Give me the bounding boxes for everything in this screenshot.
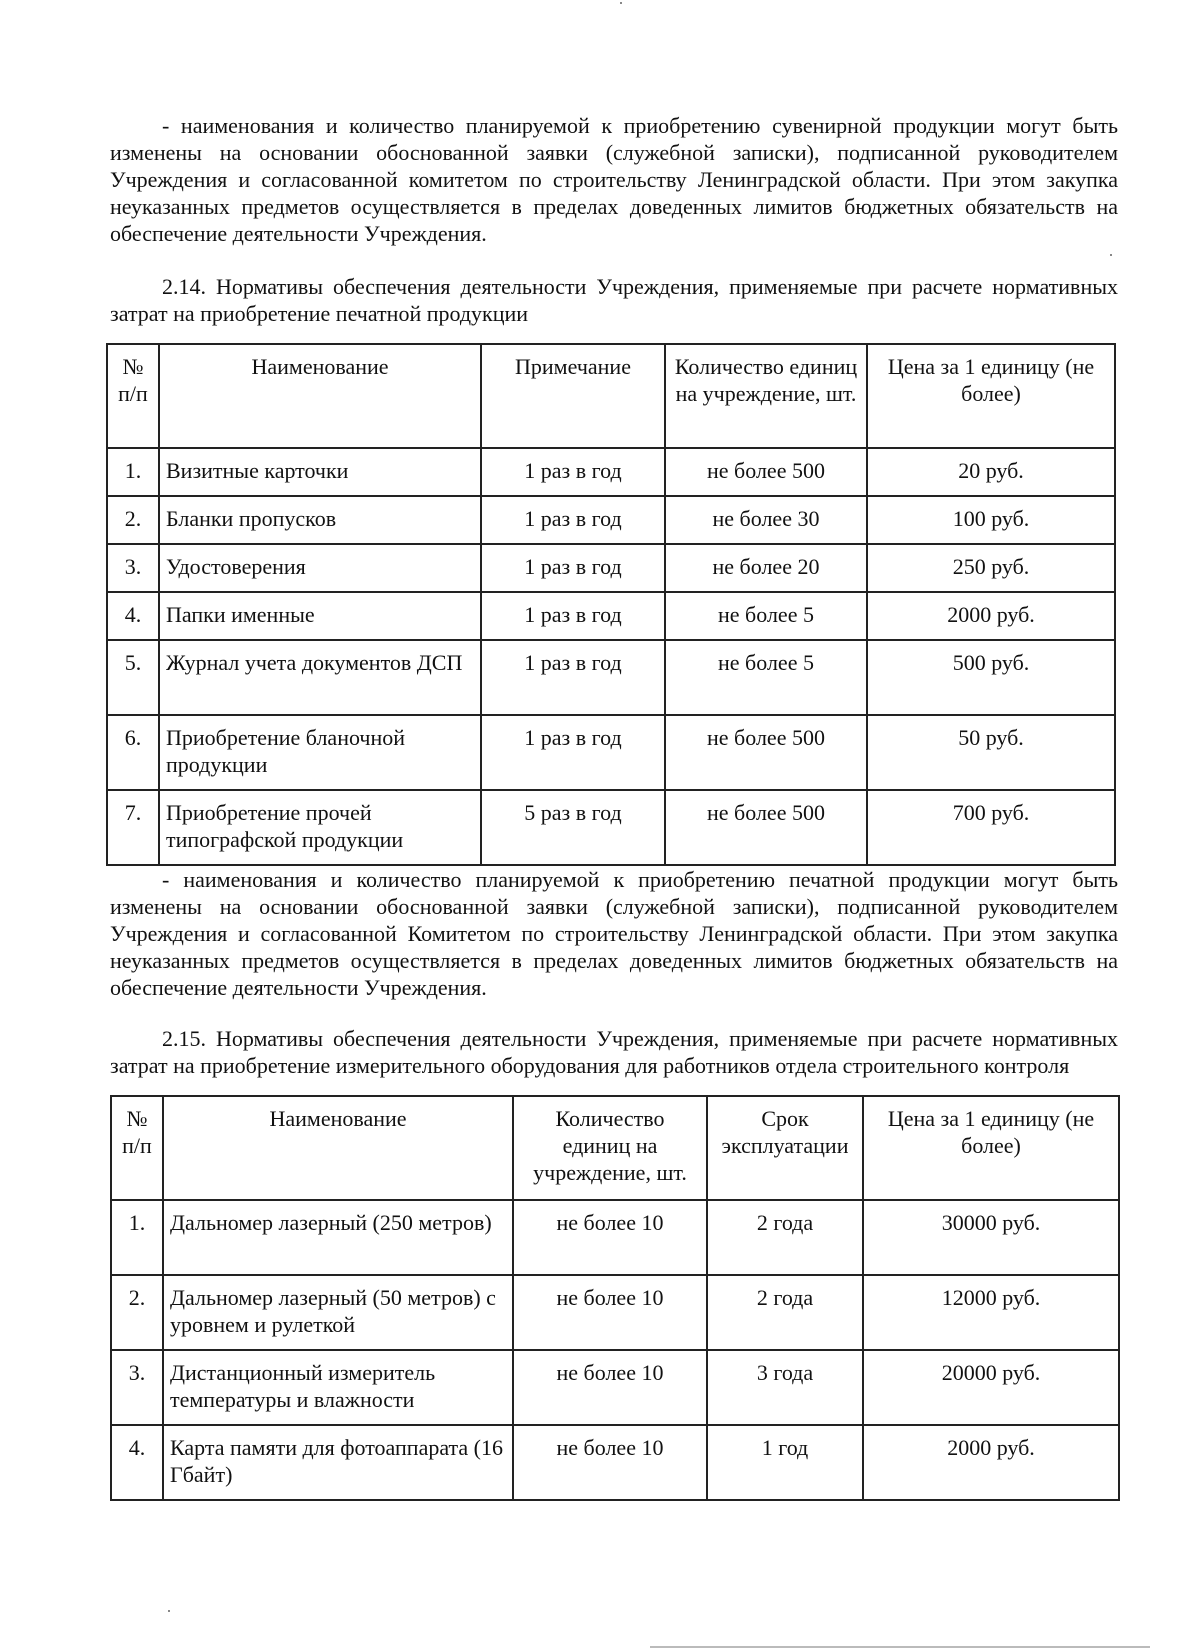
col-header-number: № п/п — [111, 1096, 163, 1200]
cell-term: 1 год — [707, 1425, 863, 1500]
table-row — [107, 496, 1115, 544]
cell-name: Дистанционный измеритель температуры и влажности — [163, 1350, 513, 1425]
col-header-name: Наименование — [163, 1096, 513, 1200]
section-heading-2-14: 2.14. Нормативы обеспечения деятельности Учреждения, применяемые при расчете нормативных затрат на приобретение печатной продукции — [110, 274, 1118, 326]
cell-price: 30000 руб. — [863, 1200, 1119, 1275]
cell-price: 250 руб. — [867, 544, 1115, 592]
cell-number: 1. — [107, 448, 159, 496]
cell-quantity: не более 5 — [665, 640, 867, 715]
cell-note: 1 раз в год — [481, 715, 665, 790]
col-header-name: Наименование — [159, 344, 481, 448]
cell-number: 3. — [107, 544, 159, 592]
scan-speck — [1110, 254, 1112, 256]
table-header-row — [111, 1096, 1119, 1200]
cell-price: 700 руб. — [867, 790, 1115, 865]
cell-price: 500 руб. — [867, 640, 1115, 715]
cell-note: 1 раз в год — [481, 640, 665, 715]
cell-name: Визитные карточки — [159, 448, 481, 496]
paragraph-print-note: - наименования и количество планируемой к приобретению печатной продукции могут быть изменены на основании обоснованной заявки (служебной записки), подписанной руководителем Учреждения и согласованной Комитетом по строительству Ленинградской области. При этом закупка неуказанных предметов осуществляется в пределах доведенных лимитов бюджетных обязательств на обеспечение деятельности Учреждения. — [110, 867, 1118, 1000]
table-row — [107, 544, 1115, 592]
scan-speck — [620, 2, 622, 4]
cell-name: Карта памяти для фотоаппарата (16 Гбайт) — [163, 1425, 513, 1500]
paragraph-souvenir-note: - наименования и количество планируемой к приобретению сувенирной продукции могут быть изменены на основании обоснованной заявки (служебной записки), подписанной руководителем Учреждения и согласованной комитетом по строительству Ленинградской области. При этом закупка неуказанных предметов осуществляется в пределах доведенных лимитов бюджетных обязательств на обеспечение деятельности Учреждения. — [110, 113, 1118, 246]
scan-speck — [168, 1610, 170, 1612]
cell-name: Дальномер лазерный (250 метров) — [163, 1200, 513, 1275]
cell-number: 1. — [111, 1200, 163, 1275]
cell-quantity: не более 30 — [665, 496, 867, 544]
cell-number: 4. — [107, 592, 159, 640]
table-row — [111, 1350, 1119, 1425]
cell-number: 7. — [107, 790, 159, 865]
document-page — [110, 112, 1118, 1501]
cell-number: 2. — [107, 496, 159, 544]
cell-term: 3 года — [707, 1350, 863, 1425]
col-header-quantity: Количество единиц на учреждение, шт. — [513, 1096, 707, 1200]
cell-number: 2. — [111, 1275, 163, 1350]
cell-name: Дальномер лазерный (50 метров) с уровнем и рулеткой — [163, 1275, 513, 1350]
cell-quantity: не более 10 — [513, 1275, 707, 1350]
cell-number: 6. — [107, 715, 159, 790]
cell-note: 1 раз в год — [481, 496, 665, 544]
col-header-note: Примечание — [481, 344, 665, 448]
cell-term: 2 года — [707, 1275, 863, 1350]
scan-edge-line — [650, 1646, 1150, 1648]
col-header-price: Цена за 1 единицу (не более) — [867, 344, 1115, 448]
cell-quantity: не более 10 — [513, 1425, 707, 1500]
cell-price: 12000 руб. — [863, 1275, 1119, 1350]
cell-quantity: не более 500 — [665, 448, 867, 496]
table-header-row — [107, 344, 1115, 448]
cell-price: 2000 руб. — [867, 592, 1115, 640]
cell-price: 20000 руб. — [863, 1350, 1119, 1425]
cell-name: Бланки пропусков — [159, 496, 481, 544]
cell-price: 20 руб. — [867, 448, 1115, 496]
col-header-quantity: Количество единиц на учреждение, шт. — [665, 344, 867, 448]
section-heading-2-15: 2.15. Нормативы обеспечения деятельности Учреждения, применяемые при расчете нормативных затрат на приобретение измерительного оборудования для работников отдела строительного контроля — [110, 1026, 1118, 1078]
cell-price: 2000 руб. — [863, 1425, 1119, 1500]
measuring-equipment-table — [110, 1095, 1120, 1501]
col-header-price: Цена за 1 единицу (не более) — [863, 1096, 1119, 1200]
cell-term: 2 года — [707, 1200, 863, 1275]
cell-name: Папки именные — [159, 592, 481, 640]
table-row — [107, 640, 1115, 715]
table-row — [107, 790, 1115, 865]
cell-quantity: не более 10 — [513, 1350, 707, 1425]
cell-quantity: не более 10 — [513, 1200, 707, 1275]
cell-number: 5. — [107, 640, 159, 715]
cell-quantity: не более 20 — [665, 544, 867, 592]
cell-name: Приобретение прочей типографской продукции — [159, 790, 481, 865]
cell-note: 1 раз в год — [481, 544, 665, 592]
table-row — [107, 448, 1115, 496]
table-row — [111, 1275, 1119, 1350]
printed-products-table — [106, 343, 1116, 866]
cell-quantity: не более 5 — [665, 592, 867, 640]
cell-name: Журнал учета документов ДСП — [159, 640, 481, 715]
cell-number: 3. — [111, 1350, 163, 1425]
cell-price: 100 руб. — [867, 496, 1115, 544]
cell-price: 50 руб. — [867, 715, 1115, 790]
col-header-number: № п/п — [107, 344, 159, 448]
table-row — [107, 715, 1115, 790]
cell-name: Приобретение бланочной продукции — [159, 715, 481, 790]
table-row — [107, 592, 1115, 640]
cell-number: 4. — [111, 1425, 163, 1500]
table-row — [111, 1425, 1119, 1500]
cell-note: 1 раз в год — [481, 592, 665, 640]
cell-quantity: не более 500 — [665, 715, 867, 790]
cell-name: Удостоверения — [159, 544, 481, 592]
col-header-term: Срок эксплуатации — [707, 1096, 863, 1200]
cell-note: 1 раз в год — [481, 448, 665, 496]
cell-quantity: не более 500 — [665, 790, 867, 865]
cell-note: 5 раз в год — [481, 790, 665, 865]
table-row — [111, 1200, 1119, 1275]
